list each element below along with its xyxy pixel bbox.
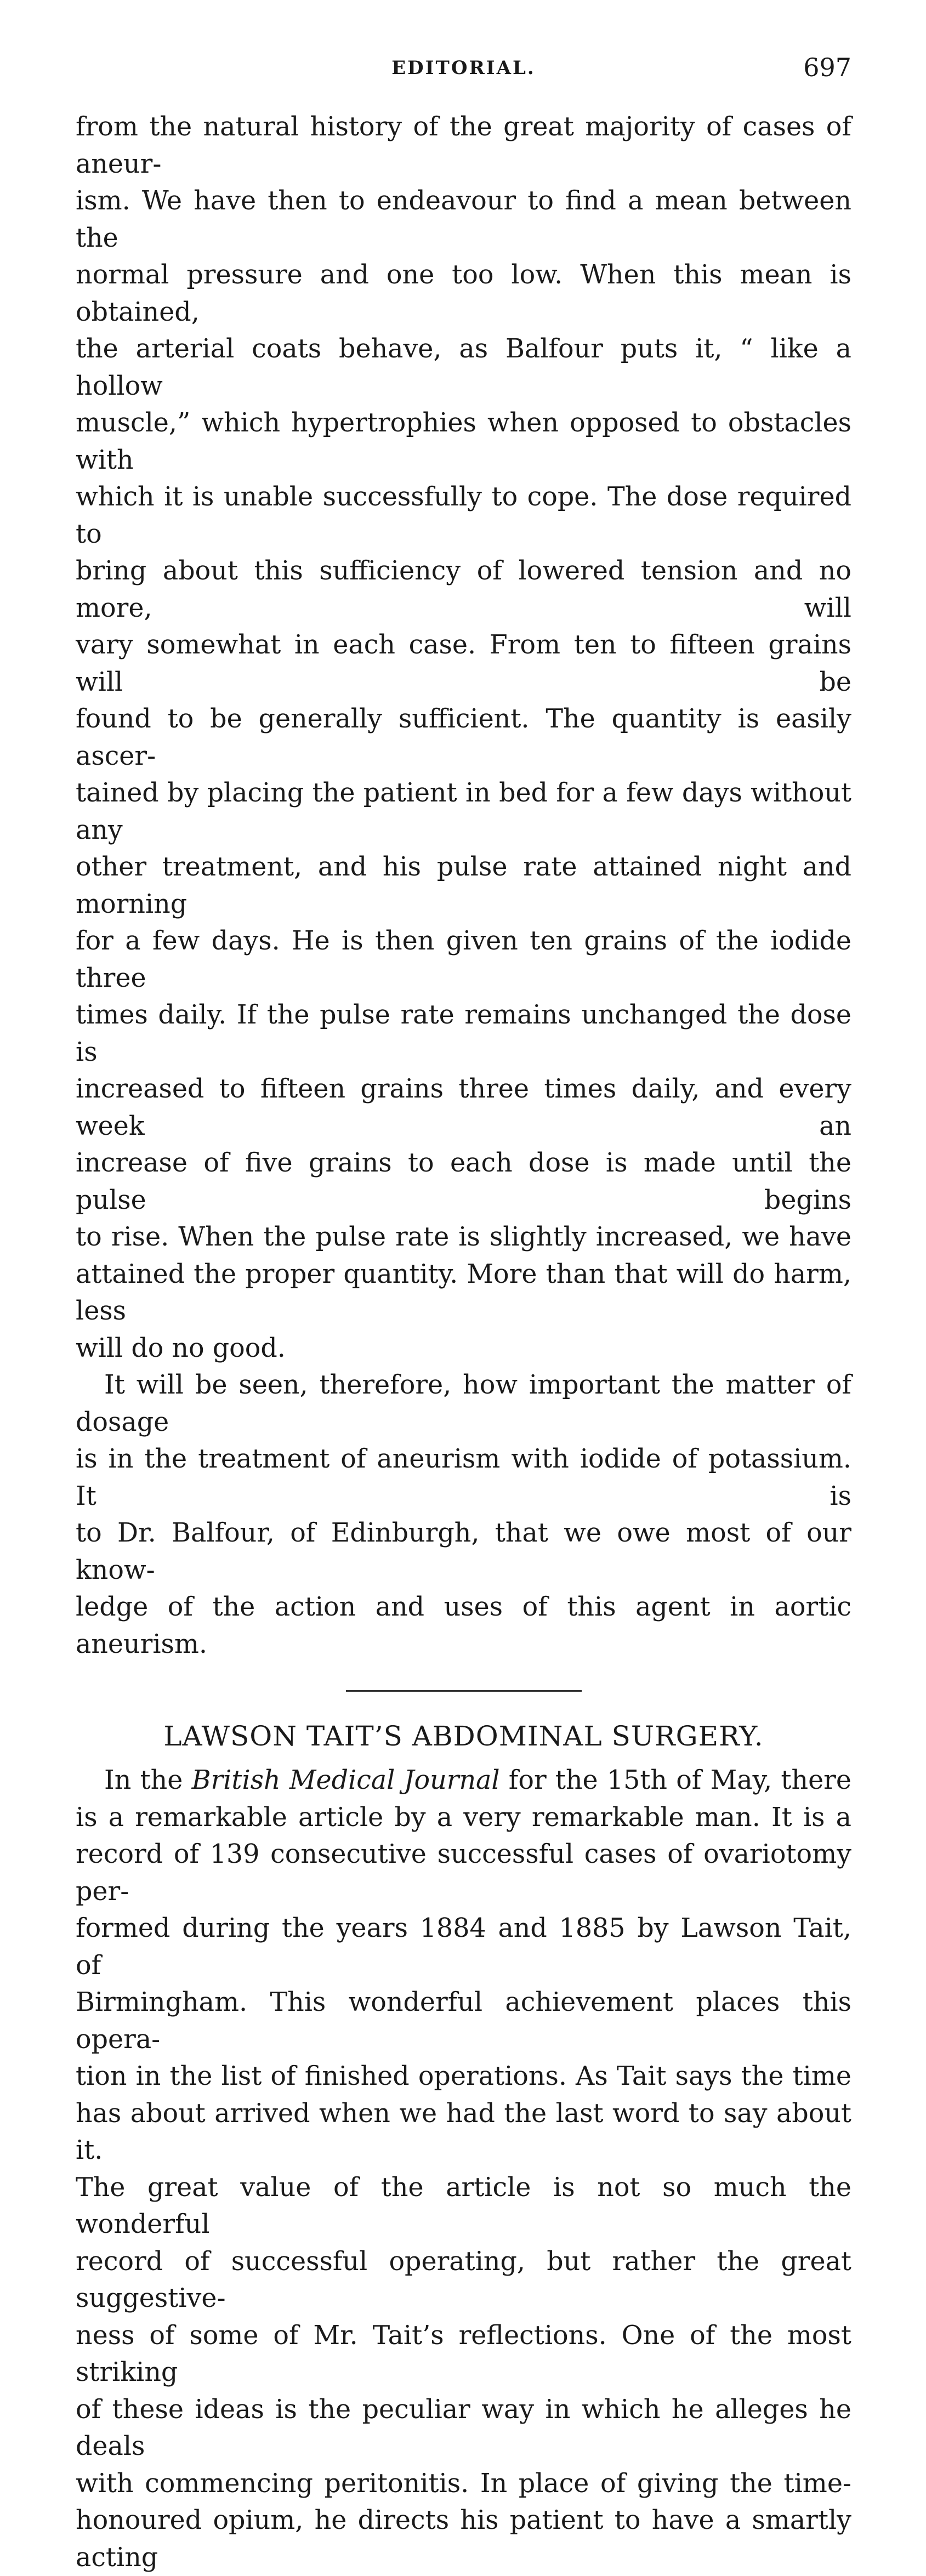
text-line: from the natural history of the great majority of cases of aneur- xyxy=(76,112,851,179)
line-prefix: In the xyxy=(104,1765,192,1795)
text-line: tion in the list of finished operations. As Tait says the time xyxy=(76,2061,851,2091)
text-line: to rise. When the pulse rate is slightly increased, we have xyxy=(76,1222,851,1252)
text-line-first xyxy=(76,1762,851,1799)
text-line: tained by placing the patient in bed for a few days without any xyxy=(76,778,851,845)
text-line: The great value of the article is not so much the wonderful xyxy=(76,2172,851,2239)
text-line: formed during the years 1884 and 1885 by Lawson Tait, of xyxy=(76,1913,851,1981)
text-line: muscle,” which hypertrophies when opposed to obstacles with xyxy=(76,408,851,475)
text-line: will do no good. xyxy=(76,1333,286,1363)
text-line: ledge of the action and uses of this agent in aortic aneurism. xyxy=(76,1592,851,1659)
editorial-paragraph-2 xyxy=(76,1367,851,1663)
text-line: attained the proper quantity. More than that will do harm, less xyxy=(76,1259,851,1326)
text-line: normal pressure and one too low. When this mean is obtained, xyxy=(76,260,851,327)
text-line: times daily. If the pulse rate remains unchanged the dose is xyxy=(76,1000,851,1067)
editorial-paragraph-1 xyxy=(76,109,851,1367)
text-line: record of 139 consecutive successful cases of ovariotomy per- xyxy=(76,1839,851,1907)
text-line: increased to fifteen grains three times daily, and every week an xyxy=(76,1074,851,1141)
text-line: which it is unable successfully to cope. The dose required to xyxy=(76,482,851,549)
body-text xyxy=(76,109,851,2576)
text-line: record of successful operating, but rather the great suggestive- xyxy=(76,2246,851,2313)
text-line: increase of five grains to each dose is made until the pulse begins xyxy=(76,1148,851,1215)
page-number: 697 xyxy=(803,53,851,82)
text-line: is a remarkable article by a very remarkable man. It is a xyxy=(76,1802,851,1833)
text-line: for a few days. He is then given ten grains of the iodide three xyxy=(76,926,851,993)
section-divider-rule xyxy=(346,1690,582,1692)
text-line: other treatment, and his pulse rate attained night and morning xyxy=(76,852,851,919)
text-line: ism. We have then to endeavour to find a mean between the xyxy=(76,186,851,253)
running-title: EDITORIAL. xyxy=(391,57,536,79)
running-head xyxy=(76,53,851,86)
text-line: honoured opium, he directs his patient to have a smartly acting xyxy=(76,2505,851,2573)
text-line: bring about this sufficiency of lowered tension and no more, will xyxy=(76,556,851,623)
text-line: is in the treatment of aneurism with iodide of potassium. It is xyxy=(76,1444,851,1511)
line-suffix: for the 15th of May, there xyxy=(499,1765,852,1795)
text-line: Birmingham. This wonderful achievement places this opera- xyxy=(76,1987,851,2055)
text-line: vary somewhat in each case. From ten to fifteen grains will be xyxy=(76,630,851,697)
text-line: to Dr. Balfour, of Edinburgh, that we owe most of our know- xyxy=(76,1518,851,1585)
section-paragraph xyxy=(76,1762,851,2576)
text-line: ness of some of Mr. Tait’s reflections. One of the most striking xyxy=(76,2320,851,2387)
text-line: It will be seen, therefore, how important the matter of dosage xyxy=(76,1370,851,1437)
text-line: found to be generally sufficient. The quantity is easily ascer- xyxy=(76,704,851,771)
journal-name: British Medical Journal xyxy=(191,1765,500,1795)
section-title: LAWSON TAIT’S ABDOMINAL SURGERY. xyxy=(163,1720,764,1752)
text-line: has about arrived when we had the last word to say about it. xyxy=(76,2098,851,2165)
text-line: of these ideas is the peculiar way in which he alleges he deals xyxy=(76,2394,851,2461)
text-line: the arterial coats behave, as Balfour puts it, “ like a hollow xyxy=(76,334,851,401)
text-line: with commencing peritonitis. In place of giving the time- xyxy=(76,2468,851,2499)
